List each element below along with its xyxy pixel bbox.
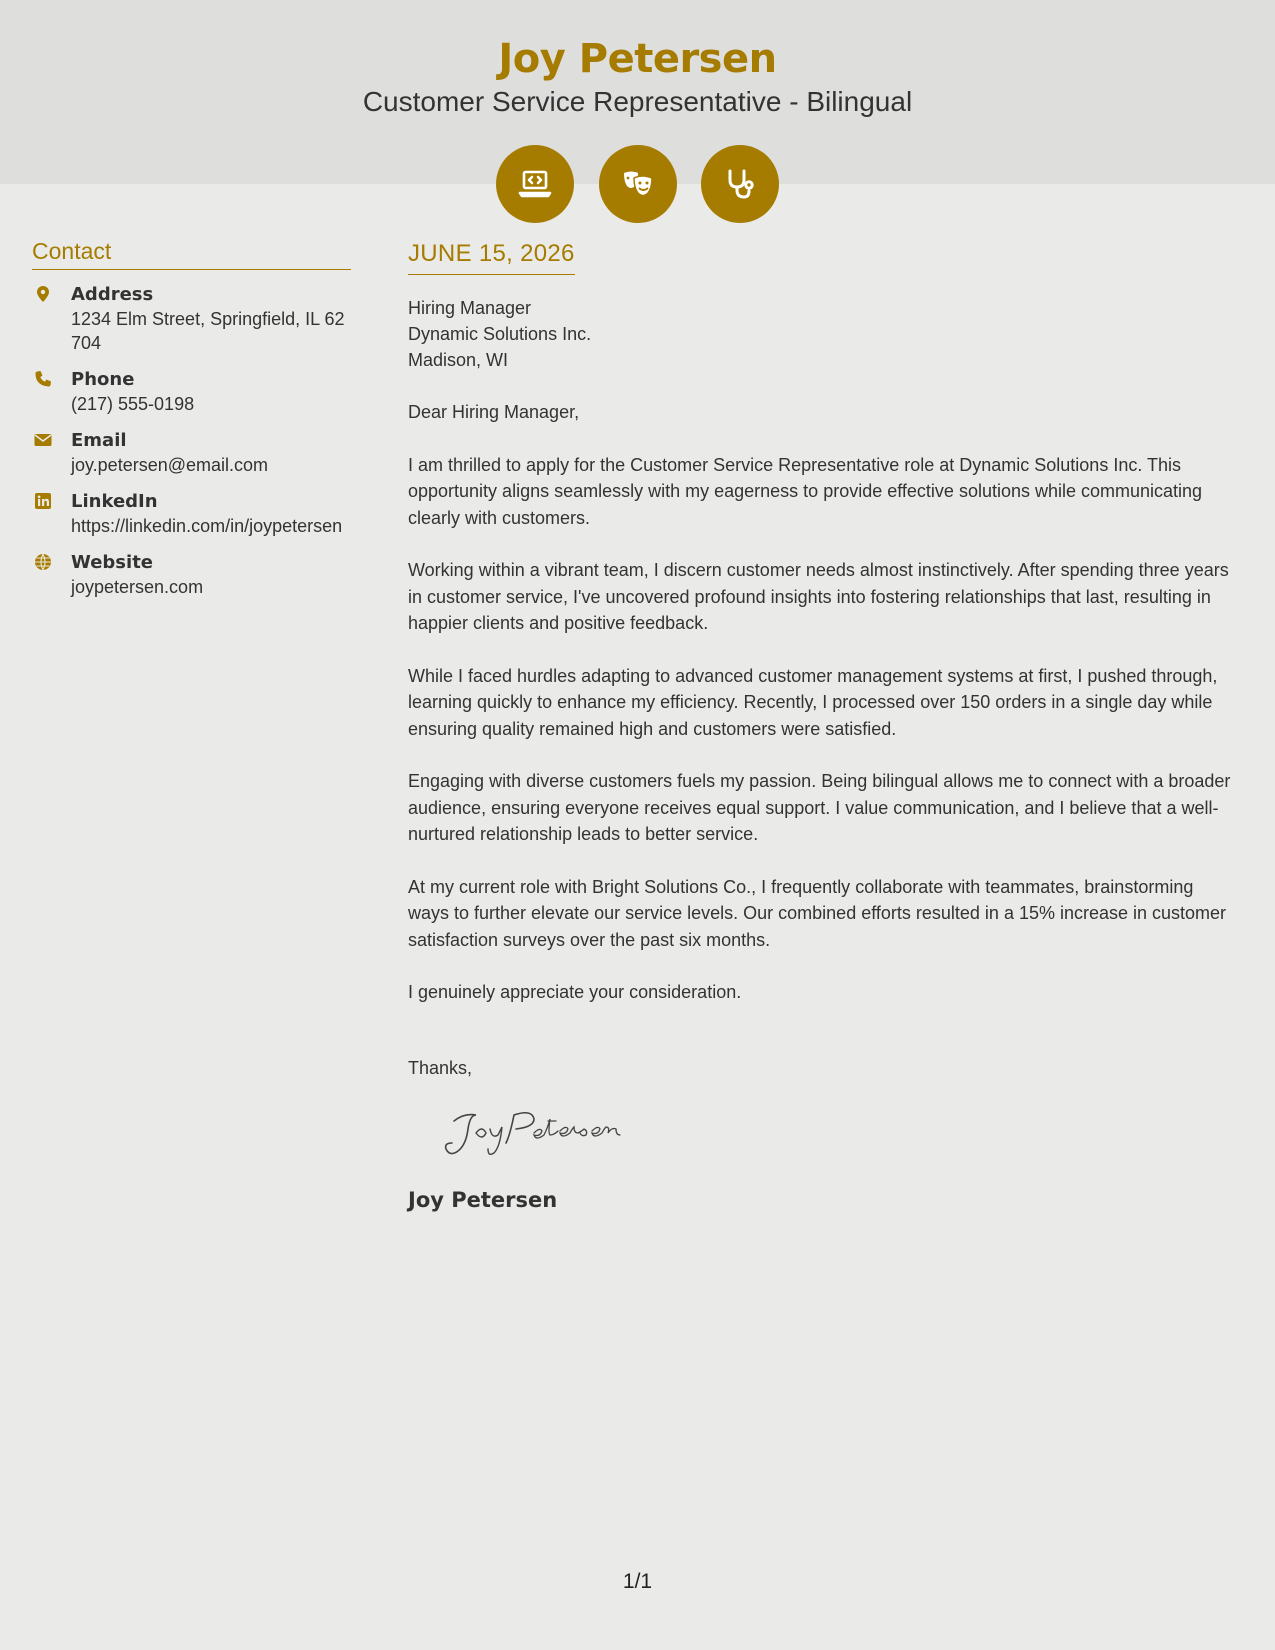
address-label: Address — [71, 284, 154, 305]
signer-name: Joy Petersen — [408, 1187, 558, 1212]
contact-email — [32, 429, 351, 477]
job-title: Customer Service Representative - Bilingual — [362, 86, 913, 117]
closing: Thanks, — [408, 1057, 473, 1078]
contact-phone — [32, 368, 351, 416]
map-pin-icon — [34, 285, 52, 303]
phone-value: (217) 555-0198 — [71, 394, 195, 414]
address-value: 1234 Elm Street, Springfield, IL 62704 — [71, 309, 345, 353]
contact-sidebar — [32, 238, 351, 599]
phone-icon — [34, 370, 52, 388]
handwritten-signature — [432, 1099, 662, 1169]
page-number: 1/1 — [622, 1570, 653, 1593]
letter-paragraph: I am thrilled to apply for the Customer Service Representative role at Dynamic Solutions Inc. This opportunity aligns seamlessly with my eagerness to provide effective solutions while communicating clearly with customers. — [408, 454, 1203, 528]
linkedin-link[interactable]: https://linkedin.com/in/joypetersen — [71, 516, 343, 536]
globe-icon — [34, 553, 52, 571]
candidate-name: Joy Petersen — [498, 36, 777, 82]
letter-paragraph: Working within a vibrant team, I discern customer needs almost instinctively. After spending three years in customer service, I've uncovered profound insights into fostering relationships that last, resulting in happier clients and positive feedback. — [408, 560, 1229, 633]
contact-linkedin — [32, 490, 351, 538]
recipient-line: Madison, WI — [408, 350, 509, 370]
website-label: Website — [71, 552, 154, 573]
stethoscope-icon — [701, 145, 779, 223]
salutation: Dear Hiring Manager, — [408, 402, 580, 422]
linkedin-label: LinkedIn — [71, 491, 158, 512]
contact-website — [32, 551, 351, 599]
letter-paragraph: At my current role with Bright Solutions Co., I frequently collaborate with teammates, brainstorming ways to further elevate our service levels. Our combined efforts resulted in a 15% increase in customer satisfaction surveys over the past six months. — [408, 876, 1227, 950]
letter-body — [408, 240, 1238, 1212]
linkedin-icon — [34, 492, 52, 510]
letter-date: JUNE 15, 2026 — [408, 240, 575, 275]
recipient-block — [408, 295, 1238, 373]
envelope-icon — [34, 431, 52, 449]
recipient-line: Hiring Manager — [408, 298, 532, 318]
letter-paragraph: While I faced hurdles adapting to advanced customer management systems at first, I pushed through, learning quickly to enhance my efficiency. Recently, I processed over 150 orders in a single day while ensuring quality remained high and customers were satisfied. — [408, 665, 1218, 739]
email-label: Email — [71, 430, 127, 451]
letter-paragraph: Engaging with diverse customers fuels my passion. Being bilingual allows me to connect with a broader audience, ensuring everyone receives equal support. I value communication, and I believe that a well-nurtured relationship leads to better service. — [408, 771, 1231, 844]
letter-paragraph: I genuinely appreciate your consideration. — [408, 982, 742, 1002]
header-icons — [496, 145, 779, 223]
recipient-line: Dynamic Solutions Inc. — [408, 324, 592, 344]
contact-section-title: Contact — [32, 238, 351, 270]
website-link[interactable]: joypetersen.com — [71, 577, 204, 597]
contact-address — [32, 283, 351, 355]
laptop-code-icon — [496, 145, 574, 223]
theater-masks-icon — [599, 145, 677, 223]
phone-label: Phone — [71, 369, 135, 390]
email-value: joy.petersen@email.com — [71, 455, 269, 475]
